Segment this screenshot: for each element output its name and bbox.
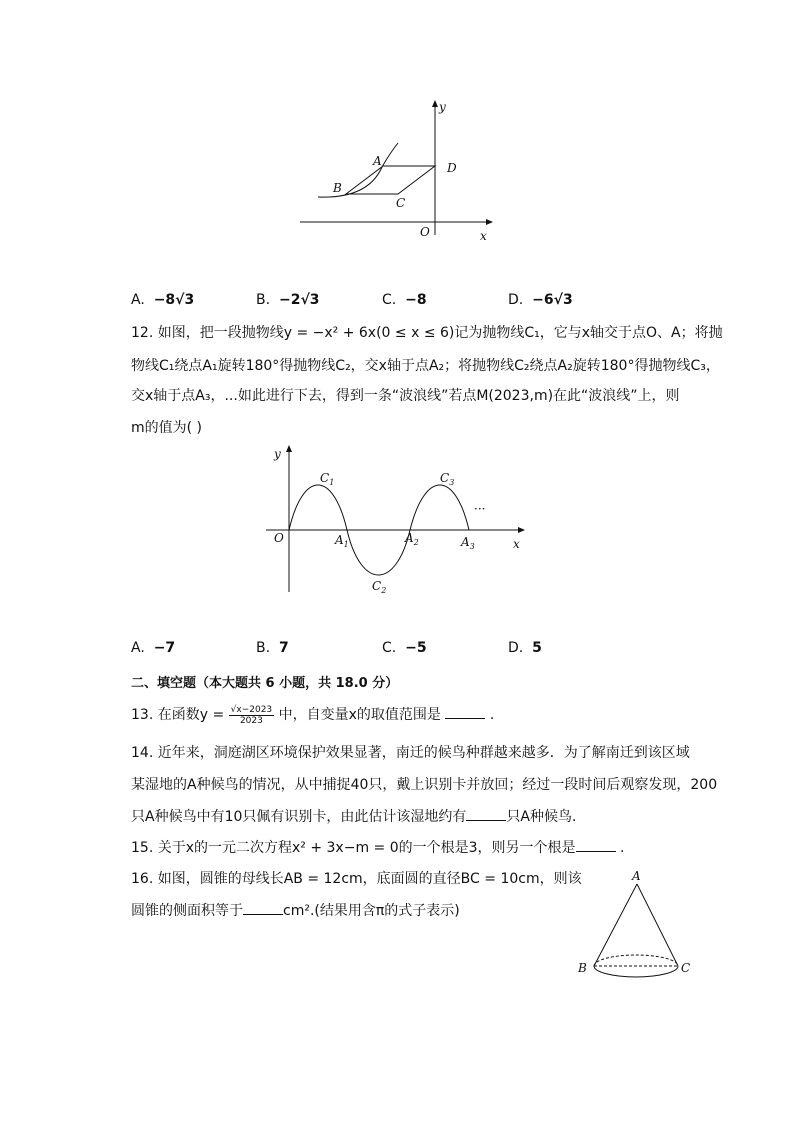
q14-line-3-pre: 只A种候鸟中有10只佩有识别卡，由此估计该湿地约有 bbox=[131, 809, 467, 825]
label-a3: $A_3$ bbox=[461, 535, 475, 551]
q13-numerator: √x−2023 bbox=[230, 704, 273, 715]
q14-line-1: 14. 近年来，洞庭湖区环境保护效果显著，南迁的候鸟种群越来越多．为了解南迁到该区域 bbox=[131, 745, 690, 761]
q15-end: . bbox=[620, 840, 625, 856]
curve-c2 bbox=[347, 530, 410, 575]
q14-line-3-post: 只A种候鸟． bbox=[506, 809, 586, 825]
q16-line-1: 16. 如图，圆锥的母线长AB = 12cm，底面圆的直径BC = 10cm，则该 bbox=[131, 871, 582, 887]
label-c3: $C_3$ bbox=[440, 471, 455, 487]
q12-line-4: m的值为( ) bbox=[131, 420, 203, 436]
curve-c3 bbox=[410, 485, 469, 530]
label-a: A bbox=[373, 154, 382, 168]
label-b: B bbox=[578, 961, 587, 975]
q12-option-a: A. −7 bbox=[131, 640, 176, 656]
label-y: y bbox=[439, 100, 446, 114]
q15-answer-blank[interactable] bbox=[576, 837, 616, 852]
label-x: x bbox=[480, 229, 487, 243]
cone-side-left bbox=[594, 884, 637, 966]
q11-option-a: A. −8√3 bbox=[131, 292, 195, 308]
label-c: C bbox=[396, 196, 406, 210]
label-c2: $C_2$ bbox=[372, 579, 387, 595]
label-d: D bbox=[447, 161, 457, 175]
q14-answer-blank[interactable] bbox=[466, 806, 506, 821]
figure-q12-wave bbox=[262, 440, 532, 600]
cone-base-back bbox=[594, 955, 678, 966]
label-a2: $A_2$ bbox=[405, 531, 419, 547]
q13-answer-blank[interactable] bbox=[445, 704, 485, 719]
q11-option-c: C. −8 bbox=[382, 292, 427, 308]
q16-line-2 bbox=[131, 900, 460, 921]
q12-option-d: D. 5 bbox=[508, 640, 542, 656]
q16-answer-blank[interactable] bbox=[243, 900, 283, 915]
label-y: y bbox=[274, 447, 281, 461]
q12-line-1: 12. 如图，把一段抛物线y = −x² + 6x(0 ≤ x ≤ 6)记为抛物线C₁，它与x轴交于点O、A；将抛 bbox=[131, 325, 723, 341]
label-b: B bbox=[333, 181, 342, 195]
figure-q11-parallelogram bbox=[290, 95, 500, 245]
q15-pre: 15. 关于x的一元二次方程x² + 3x−m = 0的一个根是3，则另一个根是 bbox=[131, 840, 576, 856]
q13-pre: 13. 在函数y = bbox=[131, 707, 225, 723]
q12-option-b: B. 7 bbox=[256, 640, 289, 656]
curve-c1 bbox=[289, 485, 347, 530]
q13-fraction bbox=[229, 705, 275, 726]
label-a: A bbox=[632, 869, 641, 883]
q12-line-3: 交x轴于点A₃，...如此进行下去，得到一条“波浪线”若点M(2023,m)在此“波浪线”上，则 bbox=[131, 388, 680, 404]
label-a1: $A_1$ bbox=[335, 533, 349, 549]
q14-line-3 bbox=[131, 806, 586, 827]
label-c1: $C_1$ bbox=[320, 471, 335, 487]
q11-option-d: D. −6√3 bbox=[508, 292, 573, 308]
figure-q16-cone bbox=[572, 866, 702, 988]
label-c: C bbox=[681, 961, 691, 975]
q12-line-2: 物线C₁绕点A₁旋转180°得抛物线C₂，交x轴于点A₂；将抛物线C₂绕点A₂旋转180°得抛物线C₃， bbox=[131, 358, 720, 374]
label-o: O bbox=[420, 225, 430, 239]
q13-line bbox=[131, 704, 494, 726]
q13-denominator: 2023 bbox=[239, 715, 263, 726]
cone-base-front bbox=[594, 966, 678, 977]
q16-line-2-pre: 圆锥的侧面积等于 bbox=[131, 903, 243, 919]
label-o: O bbox=[274, 531, 284, 545]
q14-line-2: 某湿地的A种候鸟的情况，从中捕捉40只，戴上识别卡并放回；经过一段时间后观察发现，200 bbox=[131, 777, 718, 793]
label-x: x bbox=[513, 537, 520, 551]
q12-option-c: C. −5 bbox=[382, 640, 427, 656]
section-2-heading: 二、填空题（本大题共 6 小题，共 18.0 分） bbox=[131, 676, 399, 691]
q13-post: 中，自变量x的取值范围是 bbox=[278, 707, 441, 723]
label-dots: ··· bbox=[474, 502, 486, 516]
q13-end: . bbox=[489, 707, 495, 723]
q11-option-b: B. −2√3 bbox=[256, 292, 320, 308]
q16-line-2-post: cm².(结果用含π的式子表示) bbox=[283, 903, 460, 919]
q15-line bbox=[131, 837, 624, 858]
cone-side-right bbox=[637, 884, 678, 966]
parabola-curve bbox=[318, 143, 398, 197]
